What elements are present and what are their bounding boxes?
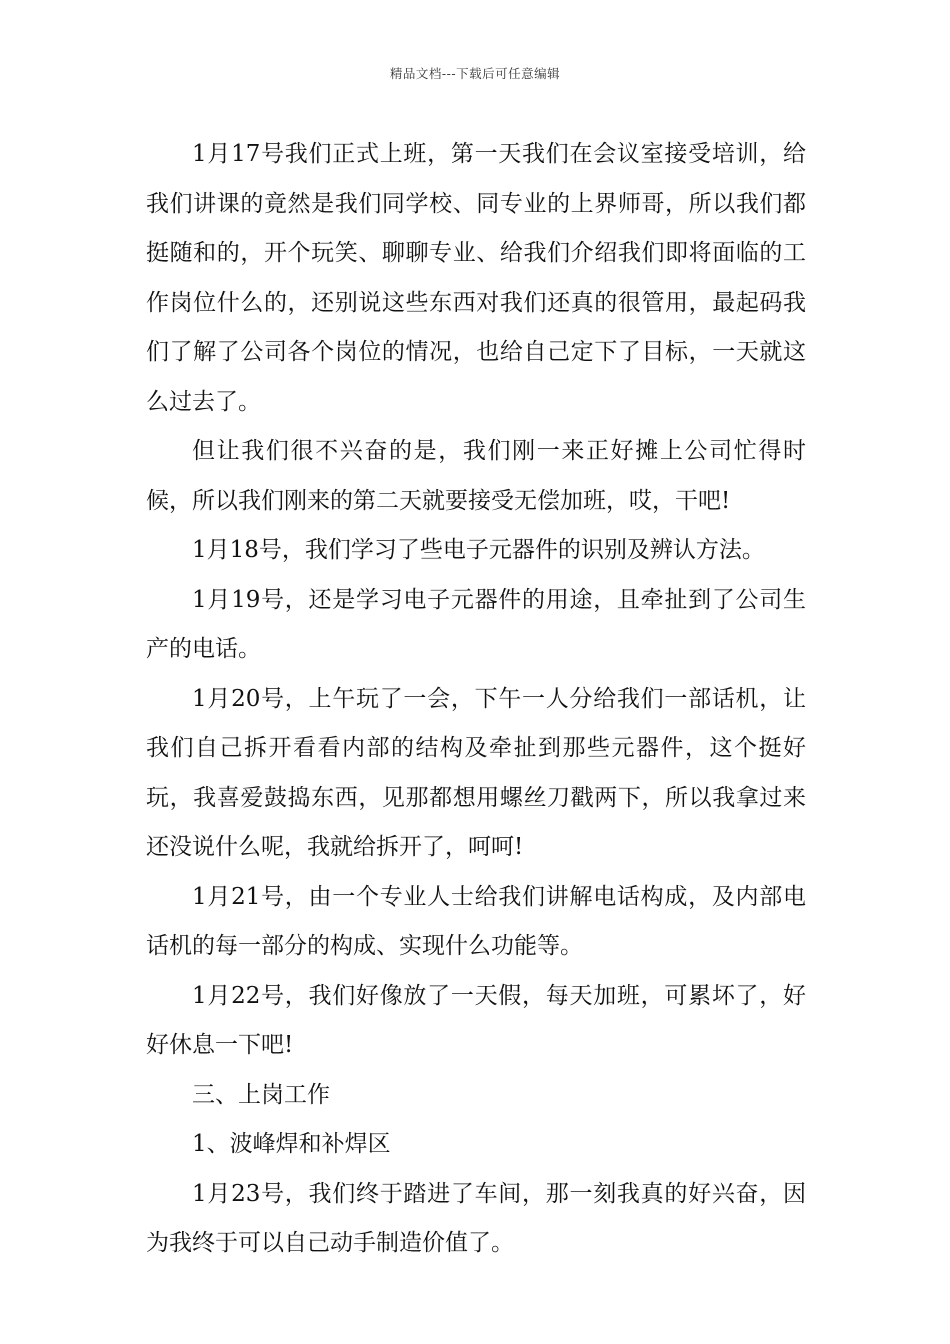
subsection-heading: 1、波峰焊和补焊区 (192, 1131, 391, 1157)
paragraph-jan-18: 1月18号，我们学习了些电子元器件的识别及辨认方法。 (192, 537, 765, 563)
paragraph-jan-17: 1月17号我们正式上班，第一天我们在会议室接受培训，给我们讲课的竟然是我们同学校、同专业的上界师哥，所以我们都挺随和的，开个玩笑、聊聊专业、给我们介绍我们即将面临的工作岗位什么的，还别说这些东西对我们还真的很管用，最起码我们了解了公司各个岗位的情况，也给自己定下了目标，一天就这么过去了。 (146, 141, 806, 415)
paragraph-jan-21: 1月21号，由一个专业人士给我们讲解电话构成，及内部电话机的每一部分的构成、实现什么功能等。 (146, 883, 806, 959)
paragraph-jan-22: 1月22号，我们好像放了一天假，每天加班，可累坏了，好好休息一下吧! (146, 982, 806, 1058)
section-heading: 三、上岗工作 (192, 1081, 330, 1108)
document-body (146, 130, 806, 1269)
paragraph-overtime: 但让我们很不兴奋的是，我们刚一来正好摊上公司忙得时候，所以我们刚来的第二天就要接受无偿加班，哎，干吧! (146, 438, 806, 514)
paragraph-jan-19: 1月19号，还是学习电子元器件的用途，且牵扯到了公司生产的电话。 (146, 586, 806, 662)
page-header: 精品文档---下载后可任意编辑 (389, 66, 561, 81)
paragraph-jan-20: 1月20号，上午玩了一会，下午一人分给我们一部话机，让我们自己拆开看看内部的结构及牵扯到那些元器件，这个挺好玩，我喜爱鼓捣东西，见那都想用螺丝刀戳两下，所以我拿过来还没说什么呢，我就给拆开了，呵呵! (146, 685, 806, 860)
paragraph-jan-23: 1月23号，我们终于踏进了车间，那一刻我真的好兴奋，因为我终于可以自己动手制造价值了。 (146, 1180, 806, 1256)
